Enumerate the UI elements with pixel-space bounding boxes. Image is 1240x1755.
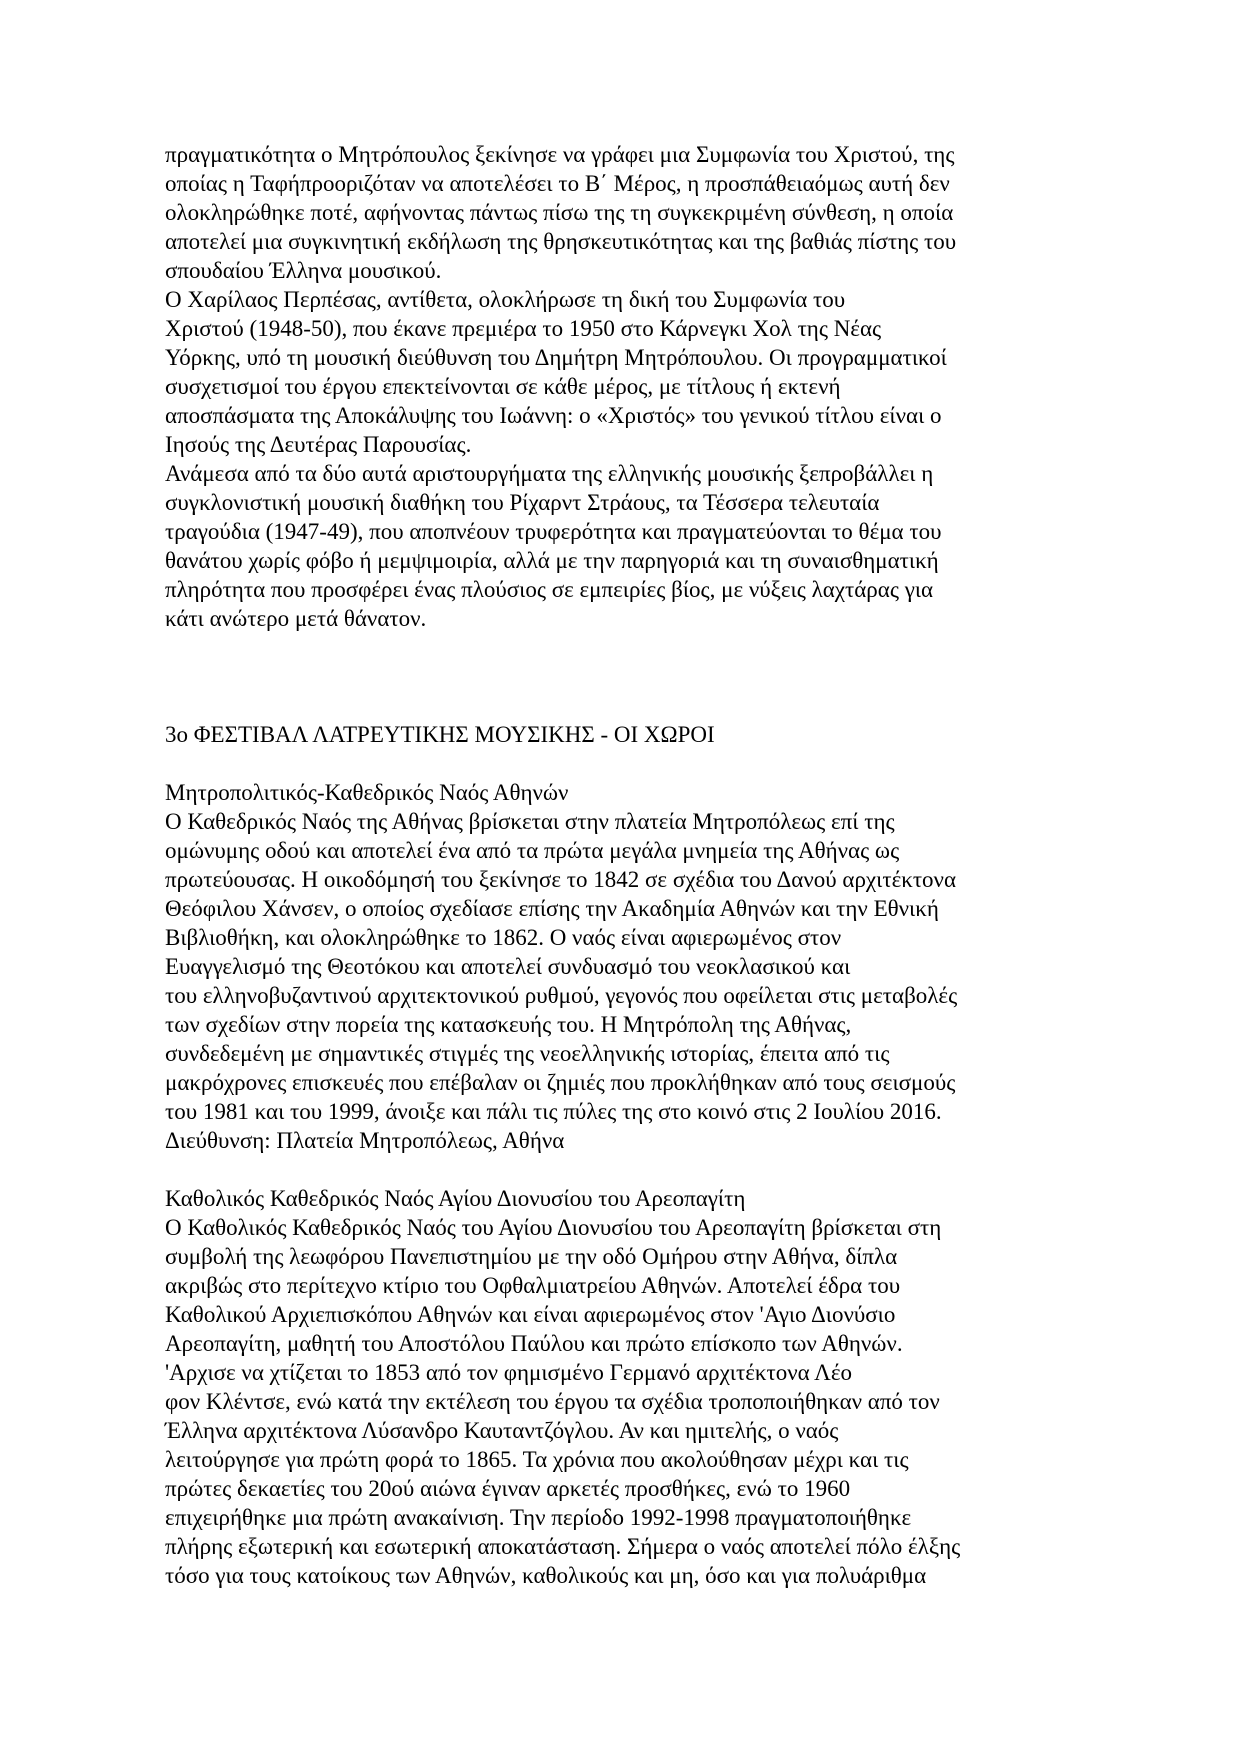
section-metropolitan-cathedral [165,778,1090,1155]
text-line: Ο Καθολικός Καθεδρικός Ναός του Αγίου Διονυσίου του Αρεοπαγίτη βρίσκεται στη [165,1215,942,1240]
text-line: μακρόχρονες επισκευές που επέβαλαν οι ζημιές που προκλήθηκαν από τους σεισμούς [165,1070,956,1095]
text-line: αποσπάσματα της Αποκάλυψης του Ιωάννη: ο «Χριστός» του γενικού τίτλου είναι ο [165,403,942,428]
text-line: ολοκληρώθηκε ποτέ, αφήνοντας πάντως πίσω της τη συγκεκριμένη σύνθεση, η οποία [165,200,954,225]
text-line: Έλληνα αρχιτέκτονα Λύσανδρο Καυταντζόγλου. Αν και ημιτελής, ο ναός [165,1418,839,1443]
text-line: 3ο ΦΕΣΤΙΒΑΛ ΛΑΤΡΕΥΤΙΚΗΣ ΜΟΥΣΙΚΗΣ - ΟΙ ΧΩΡΟΙ [165,722,715,747]
text-line: πρώτες δεκαετίες του 20ού αιώνα έγιναν αρκετές προσθήκες, ενώ το 1960 [165,1476,851,1501]
text-line: του ελληνοβυζαντινού αρχιτεκτονικού ρυθμού, γεγονός που οφείλεται στις μεταβολές [165,983,958,1008]
heading-festival-venues [165,720,1090,749]
text-line: πραγματικότητα ο Μητρόπουλος ξεκίνησε να γράφει μια Συμφωνία του Χριστού, της [165,142,955,167]
text-line: πλήρης εξωτερική και εσωτερική αποκατάσταση. Σήμερα ο ναός αποτελεί πόλο έλξης [165,1534,961,1559]
text-line: συσχετισμοί του έργου επεκτείνονται σε κάθε μέρος, με τίτλους ή εκτενή [165,374,841,399]
text-line: Ο Καθεδρικός Ναός της Αθήνας βρίσκεται στην πλατεία Μητροπόλεως επί της [165,809,895,834]
text-line: Διεύθυνση: Πλατεία Μητροπόλεως, Αθήνα [165,1128,565,1153]
text-line: Καθολικού Αρχιεπισκόπου Αθηνών και είναι αφιερωμένος στον 'Αγιο Διονύσιο [165,1302,896,1327]
text-line: 'Αρχισε να χτίζεται το 1853 από τον φημισμένο Γερμανό αρχιτέκτονα Λέο [165,1360,852,1385]
text-line: Μητροπολιτικός-Καθεδρικός Ναός Αθηνών [165,780,569,805]
text-line: τραγούδια (1947-49), που αποπνέουν τρυφερότητα και πραγματεύονται το θέμα του [165,519,942,544]
text-line: ομώνυμης οδού και αποτελεί ένα από τα πρώτα μεγάλα μνημεία της Αθήνας ως [165,838,900,863]
text-line: των σχεδίων στην πορεία της κατασκευής του. Η Μητρόπολη της Αθήνας, [165,1012,852,1037]
paragraph-strauss-four-last-songs [165,459,1090,633]
text-line: πρωτεύουσας. Η οικοδόμησή του ξεκίνησε το 1842 σε σχέδια του Δανού αρχιτέκτονα [165,867,957,892]
text-line: Θεόφιλου Χάνσεν, ο οποίος σχεδίασε επίσης την Ακαδημία Αθηνών και την Εθνική [165,896,939,921]
text-line: Καθολικός Καθεδρικός Ναός Αγίου Διονυσίου του Αρεοπαγίτη [165,1186,746,1211]
text-line: φον Κλέντσε, ενώ κατά την εκτέλεση του έργου τα σχέδια τροποποιήθηκαν από τον [165,1389,940,1414]
text-line: Υόρκης, υπό τη μουσική διεύθυνση του Δημήτρη Μητρόπουλου. Οι προγραμματικοί [165,345,947,370]
text-line: πληρότητα που προσφέρει ένας πλούσιος σε εμπειρίες βίος, με νύξεις λαχτάρας για [165,577,934,602]
text-line: συνδεδεμένη με σημαντικές στιγμές της νεοελληνικής ιστορίας, έπειτα από τις [165,1041,890,1066]
text-line: συμβολή της λεωφόρου Πανεπιστημίου με την οδό Ομήρου στην Αθήνα, δίπλα [165,1244,898,1269]
text-line: Χριστού (1948-50), που έκανε πρεμιέρα το 1950 στο Κάρνεγκι Χολ της Νέας [165,316,882,341]
text-line: αποτελεί μια συγκινητική εκδήλωση της θρησκευτικότητας και της βαθιάς πίστης του [165,229,957,254]
text-line: οποίας η Ταφήπροοριζόταν να αποτελέσει το Β΄ Μέρος, η προσπάθειαόμως αυτή δεν [165,171,950,196]
text-line: Ανάμεσα από τα δύο αυτά αριστουργήματα της ελληνικής μουσικής ξεπροβάλλει η [165,461,934,486]
paragraph-perpessas-symphony [165,285,1090,459]
section-catholic-cathedral [165,1184,1090,1590]
text-line: συγκλονιστική μουσική διαθήκη του Ρίχαρντ Στράους, τα Τέσσερα τελευταία [165,490,880,515]
text-line: Ιησούς της Δευτέρας Παρουσίας. [165,432,472,457]
text-line: θανάτου χωρίς φόβο ή μεμψιμοιρία, αλλά με την παρηγοριά και τη συναισθηματική [165,548,939,573]
text-line: Ευαγγελισμό της Θεοτόκου και αποτελεί συνδυασμό του νεοκλασικού και [165,954,851,979]
text-line: λειτούργησε για πρώτη φορά το 1865. Τα χρόνια που ακολούθησαν μέχρι και τις [165,1447,909,1472]
text-line: του 1981 και του 1999, άνοιξε και πάλι τις πύλες της στο κοινό στις 2 Ιουλίου 2016. [165,1099,942,1124]
paragraph-mitropoulos-symphony [165,140,1090,285]
text-line: Βιβλιοθήκη, και ολοκληρώθηκε το 1862. Ο ναός είναι αφιερωμένος στον [165,925,842,950]
text-line: επιχειρήθηκε μια πρώτη ανακαίνιση. Την περίοδο 1992-1998 πραγματοποιήθηκε [165,1505,912,1530]
text-line: σπουδαίου Έλληνα μουσικού. [165,258,442,283]
text-line: Ο Χαρίλαος Περπέσας, αντίθετα, ολοκλήρωσε τη δική του Συμφωνία του [165,287,846,312]
text-line: κάτι ανώτερο μετά θάνατον. [165,606,427,631]
text-line: ακριβώς στο περίτεχνο κτίριο του Οφθαλμιατρείου Αθηνών. Αποτελεί έδρα του [165,1273,901,1298]
text-line: Αρεοπαγίτη, μαθητή του Αποστόλου Παύλου και πρώτο επίσκοπο των Αθηνών. [165,1331,903,1356]
text-line: τόσο για τους κατοίκους των Αθηνών, καθολικούς και μη, όσο και για πολυάριθμα [165,1563,927,1588]
